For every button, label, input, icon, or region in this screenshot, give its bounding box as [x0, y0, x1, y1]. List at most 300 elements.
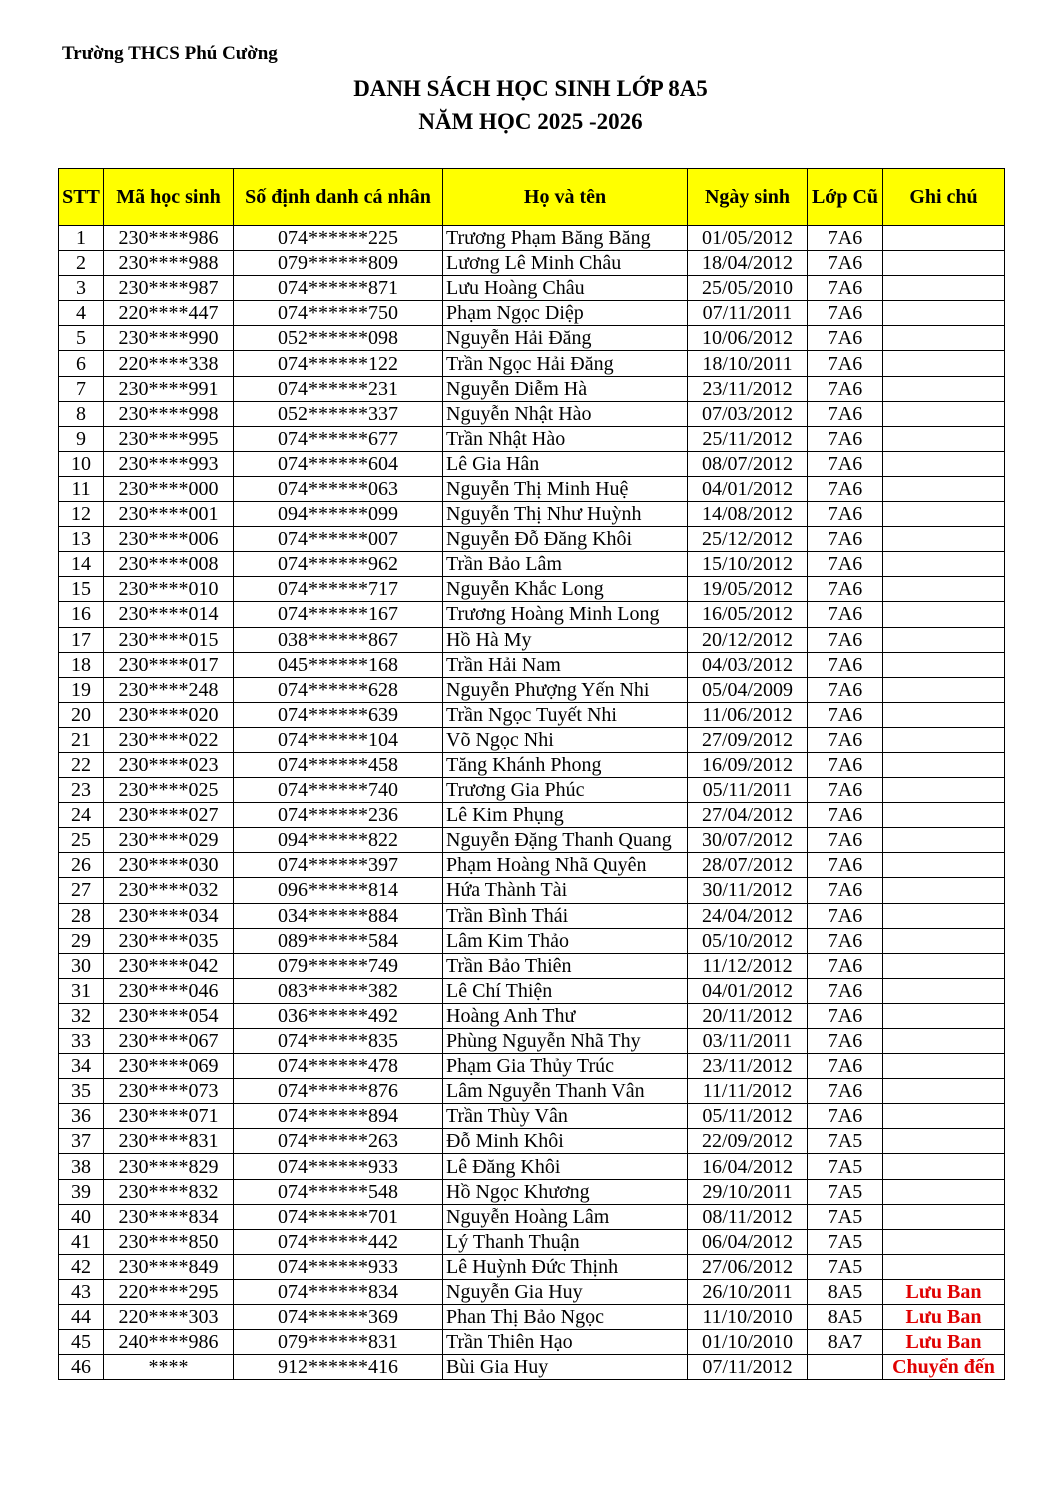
birth-date-cell: 11/12/2012 — [688, 953, 808, 978]
full-name-cell: Lê Gia Hân — [443, 451, 688, 476]
column-header-full-name: Họ và tên — [443, 169, 688, 226]
table-row — [59, 1330, 1005, 1355]
birth-date-cell: 11/11/2012 — [688, 1079, 808, 1104]
full-name-cell: Trần Bảo Thiên — [443, 953, 688, 978]
note-cell — [883, 828, 1005, 853]
column-header-old-class: Lớp Cũ — [808, 169, 883, 226]
stt-cell: 37 — [59, 1129, 104, 1154]
student-code-cell: 230****990 — [104, 326, 234, 351]
stt-cell: 12 — [59, 502, 104, 527]
stt-cell: 29 — [59, 928, 104, 953]
full-name-cell: Hồ Ngọc Khương — [443, 1179, 688, 1204]
table-row — [59, 276, 1005, 301]
birth-date-cell: 04/01/2012 — [688, 978, 808, 1003]
full-name-cell: Trần Bảo Lâm — [443, 552, 688, 577]
full-name-cell: Nguyễn Hải Đăng — [443, 326, 688, 351]
note-cell — [883, 1029, 1005, 1054]
personal-id-cell: 074******894 — [234, 1104, 443, 1129]
table-row — [59, 401, 1005, 426]
student-code-cell: 230****850 — [104, 1229, 234, 1254]
stt-cell: 27 — [59, 878, 104, 903]
stt-cell: 40 — [59, 1204, 104, 1229]
personal-id-cell: 074******167 — [234, 602, 443, 627]
birth-date-cell: 25/11/2012 — [688, 426, 808, 451]
note-cell — [883, 226, 1005, 251]
old-class-cell: 7A6 — [808, 677, 883, 702]
full-name-cell: Trương Gia Phúc — [443, 778, 688, 803]
personal-id-cell: 052******098 — [234, 326, 443, 351]
note-cell — [883, 326, 1005, 351]
personal-id-cell: 074******548 — [234, 1179, 443, 1204]
old-class-cell: 7A6 — [808, 326, 883, 351]
stt-cell: 42 — [59, 1254, 104, 1279]
student-code-cell: 230****017 — [104, 652, 234, 677]
birth-date-cell: 03/11/2011 — [688, 1029, 808, 1054]
birth-date-cell: 14/08/2012 — [688, 502, 808, 527]
note-cell — [883, 953, 1005, 978]
stt-cell: 10 — [59, 451, 104, 476]
note-cell — [883, 1204, 1005, 1229]
stt-cell: 44 — [59, 1305, 104, 1330]
old-class-cell: 7A6 — [808, 376, 883, 401]
table-row — [59, 1229, 1005, 1254]
note-cell — [883, 527, 1005, 552]
student-code-cell: 230****986 — [104, 226, 234, 251]
stt-cell: 43 — [59, 1279, 104, 1304]
old-class-cell: 7A6 — [808, 978, 883, 1003]
note-cell — [883, 652, 1005, 677]
note-cell — [883, 702, 1005, 727]
personal-id-cell: 074******871 — [234, 276, 443, 301]
birth-date-cell: 11/10/2010 — [688, 1305, 808, 1330]
birth-date-cell: 20/12/2012 — [688, 627, 808, 652]
table-row — [59, 828, 1005, 853]
old-class-cell: 7A6 — [808, 301, 883, 326]
stt-cell: 28 — [59, 903, 104, 928]
birth-date-cell: 15/10/2012 — [688, 552, 808, 577]
birth-date-cell: 04/03/2012 — [688, 652, 808, 677]
personal-id-cell: 036******492 — [234, 1003, 443, 1028]
table-row — [59, 1355, 1005, 1380]
personal-id-cell: 074******834 — [234, 1279, 443, 1304]
birth-date-cell: 27/06/2012 — [688, 1254, 808, 1279]
note-cell — [883, 251, 1005, 276]
full-name-cell: Trương Phạm Băng Băng — [443, 226, 688, 251]
old-class-cell: 7A6 — [808, 451, 883, 476]
table-row — [59, 451, 1005, 476]
student-code-cell: 240****986 — [104, 1330, 234, 1355]
birth-date-cell: 08/11/2012 — [688, 1204, 808, 1229]
note-cell — [883, 351, 1005, 376]
student-code-cell: 230****834 — [104, 1204, 234, 1229]
old-class-cell: 7A6 — [808, 527, 883, 552]
student-code-cell: 220****295 — [104, 1279, 234, 1304]
stt-cell: 19 — [59, 677, 104, 702]
note-cell — [883, 677, 1005, 702]
full-name-cell: Đỗ Minh Khôi — [443, 1129, 688, 1154]
personal-id-cell: 074******962 — [234, 552, 443, 577]
birth-date-cell: 01/05/2012 — [688, 226, 808, 251]
table-row — [59, 752, 1005, 777]
note-cell — [883, 1179, 1005, 1204]
birth-date-cell: 30/07/2012 — [688, 828, 808, 853]
student-code-cell: 230****071 — [104, 1104, 234, 1129]
stt-cell: 23 — [59, 778, 104, 803]
full-name-cell: Nguyễn Đỗ Đăng Khôi — [443, 527, 688, 552]
birth-date-cell: 05/11/2011 — [688, 778, 808, 803]
personal-id-cell: 074******236 — [234, 803, 443, 828]
student-code-cell: 230****029 — [104, 828, 234, 853]
note-cell — [883, 577, 1005, 602]
personal-id-cell: 074******750 — [234, 301, 443, 326]
birth-date-cell: 11/06/2012 — [688, 702, 808, 727]
personal-id-cell: 074******397 — [234, 853, 443, 878]
table-row — [59, 1254, 1005, 1279]
table-row — [59, 928, 1005, 953]
full-name-cell: Lê Chí Thiện — [443, 978, 688, 1003]
table-row — [59, 1179, 1005, 1204]
student-code-cell: 220****303 — [104, 1305, 234, 1330]
student-code-cell: 230****022 — [104, 727, 234, 752]
personal-id-cell: 074******639 — [234, 702, 443, 727]
table-row — [59, 727, 1005, 752]
table-header-row — [59, 169, 1005, 226]
student-code-cell: 230****054 — [104, 1003, 234, 1028]
birth-date-cell: 23/11/2012 — [688, 1054, 808, 1079]
old-class-cell — [808, 1355, 883, 1380]
full-name-cell: Trần Bình Thái — [443, 903, 688, 928]
stt-cell: 39 — [59, 1179, 104, 1204]
stt-cell: 36 — [59, 1104, 104, 1129]
full-name-cell: Nguyễn Phượng Yến Nhi — [443, 677, 688, 702]
birth-date-cell: 05/04/2009 — [688, 677, 808, 702]
table-row — [59, 226, 1005, 251]
personal-id-cell: 912******416 — [234, 1355, 443, 1380]
personal-id-cell: 074******717 — [234, 577, 443, 602]
old-class-cell: 8A5 — [808, 1305, 883, 1330]
note-cell — [883, 1229, 1005, 1254]
table-row — [59, 426, 1005, 451]
student-code-cell: 230****995 — [104, 426, 234, 451]
birth-date-cell: 08/07/2012 — [688, 451, 808, 476]
student-table — [58, 168, 1005, 1380]
old-class-cell: 7A6 — [808, 552, 883, 577]
stt-cell: 32 — [59, 1003, 104, 1028]
stt-cell: 13 — [59, 527, 104, 552]
table-row — [59, 1054, 1005, 1079]
birth-date-cell: 19/05/2012 — [688, 577, 808, 602]
old-class-cell: 7A6 — [808, 803, 883, 828]
full-name-cell: Trần Nhật Hào — [443, 426, 688, 451]
student-code-cell: 230****248 — [104, 677, 234, 702]
note-cell — [883, 476, 1005, 501]
student-code-cell: 230****020 — [104, 702, 234, 727]
old-class-cell: 7A6 — [808, 401, 883, 426]
stt-cell: 8 — [59, 401, 104, 426]
personal-id-cell: 094******099 — [234, 502, 443, 527]
full-name-cell: Nguyễn Thị Như Huỳnh — [443, 502, 688, 527]
table-row — [59, 853, 1005, 878]
personal-id-cell: 074******007 — [234, 527, 443, 552]
stt-cell: 18 — [59, 652, 104, 677]
full-name-cell: Trần Thùy Vân — [443, 1104, 688, 1129]
birth-date-cell: 16/04/2012 — [688, 1154, 808, 1179]
full-name-cell: Phạm Ngọc Diệp — [443, 301, 688, 326]
note-cell — [883, 1079, 1005, 1104]
birth-date-cell: 25/05/2010 — [688, 276, 808, 301]
old-class-cell: 7A6 — [808, 853, 883, 878]
note-cell — [883, 552, 1005, 577]
personal-id-cell: 083******382 — [234, 978, 443, 1003]
stt-cell: 9 — [59, 426, 104, 451]
student-code-cell: 230****000 — [104, 476, 234, 501]
stt-cell: 16 — [59, 602, 104, 627]
old-class-cell: 7A5 — [808, 1154, 883, 1179]
stt-cell: 15 — [59, 577, 104, 602]
full-name-cell: Nguyễn Đặng Thanh Quang — [443, 828, 688, 853]
stt-cell: 20 — [59, 702, 104, 727]
table-row — [59, 978, 1005, 1003]
birth-date-cell: 07/03/2012 — [688, 401, 808, 426]
student-code-cell: 230****015 — [104, 627, 234, 652]
note-cell — [883, 627, 1005, 652]
student-code-cell: 230****010 — [104, 577, 234, 602]
old-class-cell: 7A6 — [808, 953, 883, 978]
full-name-cell: Phan Thị Bảo Ngọc — [443, 1305, 688, 1330]
table-row — [59, 953, 1005, 978]
full-name-cell: Trương Hoàng Minh Long — [443, 602, 688, 627]
full-name-cell: Võ Ngọc Nhi — [443, 727, 688, 752]
old-class-cell: 7A6 — [808, 1054, 883, 1079]
table-row — [59, 552, 1005, 577]
old-class-cell: 7A5 — [808, 1179, 883, 1204]
table-row — [59, 677, 1005, 702]
old-class-cell: 7A6 — [808, 878, 883, 903]
personal-id-cell: 074******933 — [234, 1254, 443, 1279]
old-class-cell: 7A6 — [808, 276, 883, 301]
full-name-cell: Lâm Nguyễn Thanh Vân — [443, 1079, 688, 1104]
old-class-cell: 7A6 — [808, 627, 883, 652]
student-code-cell: 230****035 — [104, 928, 234, 953]
full-name-cell: Phùng Nguyễn Nhã Thy — [443, 1029, 688, 1054]
stt-cell: 1 — [59, 226, 104, 251]
stt-cell: 34 — [59, 1054, 104, 1079]
table-row — [59, 652, 1005, 677]
birth-date-cell: 28/07/2012 — [688, 853, 808, 878]
stt-cell: 33 — [59, 1029, 104, 1054]
old-class-cell: 7A6 — [808, 1029, 883, 1054]
student-code-cell: 230****006 — [104, 527, 234, 552]
personal-id-cell: 074******933 — [234, 1154, 443, 1179]
birth-date-cell: 24/04/2012 — [688, 903, 808, 928]
student-code-cell: 230****067 — [104, 1029, 234, 1054]
full-name-cell: Lý Thanh Thuận — [443, 1229, 688, 1254]
full-name-cell: Hồ Hà My — [443, 627, 688, 652]
note-cell — [883, 426, 1005, 451]
personal-id-cell: 094******822 — [234, 828, 443, 853]
stt-cell: 2 — [59, 251, 104, 276]
table-row — [59, 326, 1005, 351]
stt-cell: 38 — [59, 1154, 104, 1179]
full-name-cell: Hoàng Anh Thư — [443, 1003, 688, 1028]
full-name-cell: Trần Thiên Hạo — [443, 1330, 688, 1355]
old-class-cell: 7A6 — [808, 226, 883, 251]
table-row — [59, 376, 1005, 401]
table-body — [59, 226, 1005, 1380]
full-name-cell: Trần Ngọc Hải Đăng — [443, 351, 688, 376]
full-name-cell: Lưu Hoàng Châu — [443, 276, 688, 301]
school-name: Trường THCS Phú Cường — [62, 43, 278, 64]
full-name-cell: Phạm Hoàng Nhã Quyên — [443, 853, 688, 878]
note-cell — [883, 803, 1005, 828]
table-row — [59, 1129, 1005, 1154]
note-cell — [883, 752, 1005, 777]
note-cell — [883, 1054, 1005, 1079]
student-code-cell: 230****001 — [104, 502, 234, 527]
personal-id-cell: 074******478 — [234, 1054, 443, 1079]
student-code-cell: **** — [104, 1355, 234, 1380]
full-name-cell: Phạm Gia Thủy Trúc — [443, 1054, 688, 1079]
personal-id-cell: 074******604 — [234, 451, 443, 476]
old-class-cell: 7A6 — [808, 1079, 883, 1104]
full-name-cell: Nguyễn Khắc Long — [443, 577, 688, 602]
student-code-cell: 220****338 — [104, 351, 234, 376]
old-class-cell: 7A6 — [808, 577, 883, 602]
student-code-cell: 230****829 — [104, 1154, 234, 1179]
birth-date-cell: 20/11/2012 — [688, 1003, 808, 1028]
personal-id-cell: 074******677 — [234, 426, 443, 451]
note-cell — [883, 928, 1005, 953]
personal-id-cell: 089******584 — [234, 928, 443, 953]
stt-cell: 41 — [59, 1229, 104, 1254]
table-row — [59, 1204, 1005, 1229]
table-row — [59, 577, 1005, 602]
stt-cell: 25 — [59, 828, 104, 853]
personal-id-cell: 045******168 — [234, 652, 443, 677]
student-code-cell: 230****023 — [104, 752, 234, 777]
birth-date-cell: 10/06/2012 — [688, 326, 808, 351]
table-row — [59, 1079, 1005, 1104]
personal-id-cell: 074******701 — [234, 1204, 443, 1229]
full-name-cell: Trần Ngọc Tuyết Nhi — [443, 702, 688, 727]
column-header-personal-id: Số định danh cá nhân — [234, 169, 443, 226]
birth-date-cell: 04/01/2012 — [688, 476, 808, 501]
birth-date-cell: 07/11/2011 — [688, 301, 808, 326]
column-header-stt: STT — [59, 169, 104, 226]
student-code-cell: 230****831 — [104, 1129, 234, 1154]
note-cell: Lưu Ban — [883, 1330, 1005, 1355]
note-cell — [883, 401, 1005, 426]
stt-cell: 3 — [59, 276, 104, 301]
table-row — [59, 1104, 1005, 1129]
old-class-cell: 7A6 — [808, 778, 883, 803]
birth-date-cell: 16/05/2012 — [688, 602, 808, 627]
column-header-birth-date: Ngày sinh — [688, 169, 808, 226]
old-class-cell: 7A5 — [808, 1254, 883, 1279]
note-cell — [883, 903, 1005, 928]
stt-cell: 24 — [59, 803, 104, 828]
table-row — [59, 1003, 1005, 1028]
birth-date-cell: 27/04/2012 — [688, 803, 808, 828]
stt-cell: 14 — [59, 552, 104, 577]
note-cell — [883, 978, 1005, 1003]
old-class-cell: 7A6 — [808, 1003, 883, 1028]
note-cell — [883, 1129, 1005, 1154]
note-cell: Chuyển đến — [883, 1355, 1005, 1380]
student-code-cell: 230****991 — [104, 376, 234, 401]
column-header-student-code: Mã học sinh — [104, 169, 234, 226]
full-name-cell: Hứa Thành Tài — [443, 878, 688, 903]
old-class-cell: 7A6 — [808, 476, 883, 501]
stt-cell: 22 — [59, 752, 104, 777]
personal-id-cell: 074******835 — [234, 1029, 443, 1054]
old-class-cell: 7A6 — [808, 702, 883, 727]
old-class-cell: 7A6 — [808, 251, 883, 276]
note-cell — [883, 727, 1005, 752]
note-cell — [883, 1154, 1005, 1179]
old-class-cell: 7A6 — [808, 652, 883, 677]
full-name-cell: Tăng Khánh Phong — [443, 752, 688, 777]
stt-cell: 46 — [59, 1355, 104, 1380]
table-row — [59, 903, 1005, 928]
note-cell — [883, 1254, 1005, 1279]
personal-id-cell: 096******814 — [234, 878, 443, 903]
personal-id-cell: 074******231 — [234, 376, 443, 401]
old-class-cell: 7A6 — [808, 903, 883, 928]
personal-id-cell: 074******063 — [234, 476, 443, 501]
stt-cell: 4 — [59, 301, 104, 326]
column-header-note: Ghi chú — [883, 169, 1005, 226]
personal-id-cell: 079******831 — [234, 1330, 443, 1355]
student-code-cell: 230****849 — [104, 1254, 234, 1279]
personal-id-cell: 074******369 — [234, 1305, 443, 1330]
table-row — [59, 878, 1005, 903]
full-name-cell: Nguyễn Gia Huy — [443, 1279, 688, 1304]
student-code-cell: 230****008 — [104, 552, 234, 577]
note-cell — [883, 878, 1005, 903]
table-row — [59, 527, 1005, 552]
old-class-cell: 8A7 — [808, 1330, 883, 1355]
note-cell — [883, 451, 1005, 476]
note-cell — [883, 502, 1005, 527]
school-year: NĂM HỌC 2025 -2026 — [418, 109, 643, 134]
stt-cell: 35 — [59, 1079, 104, 1104]
personal-id-cell: 074******458 — [234, 752, 443, 777]
personal-id-cell: 034******884 — [234, 903, 443, 928]
personal-id-cell: 074******122 — [234, 351, 443, 376]
birth-date-cell: 26/10/2011 — [688, 1279, 808, 1304]
table-row — [59, 1154, 1005, 1179]
note-cell — [883, 602, 1005, 627]
personal-id-cell: 052******337 — [234, 401, 443, 426]
stt-cell: 11 — [59, 476, 104, 501]
table-row — [59, 1279, 1005, 1304]
personal-id-cell: 074******740 — [234, 778, 443, 803]
old-class-cell: 7A6 — [808, 602, 883, 627]
full-name-cell: Bùi Gia Huy — [443, 1355, 688, 1380]
student-code-cell: 230****014 — [104, 602, 234, 627]
full-name-cell: Trần Hải Nam — [443, 652, 688, 677]
personal-id-cell: 038******867 — [234, 627, 443, 652]
note-cell — [883, 1003, 1005, 1028]
stt-cell: 5 — [59, 326, 104, 351]
stt-cell: 31 — [59, 978, 104, 1003]
stt-cell: 26 — [59, 853, 104, 878]
table-row — [59, 702, 1005, 727]
full-name-cell: Lê Huỳnh Đức Thịnh — [443, 1254, 688, 1279]
stt-cell: 17 — [59, 627, 104, 652]
birth-date-cell: 05/11/2012 — [688, 1104, 808, 1129]
